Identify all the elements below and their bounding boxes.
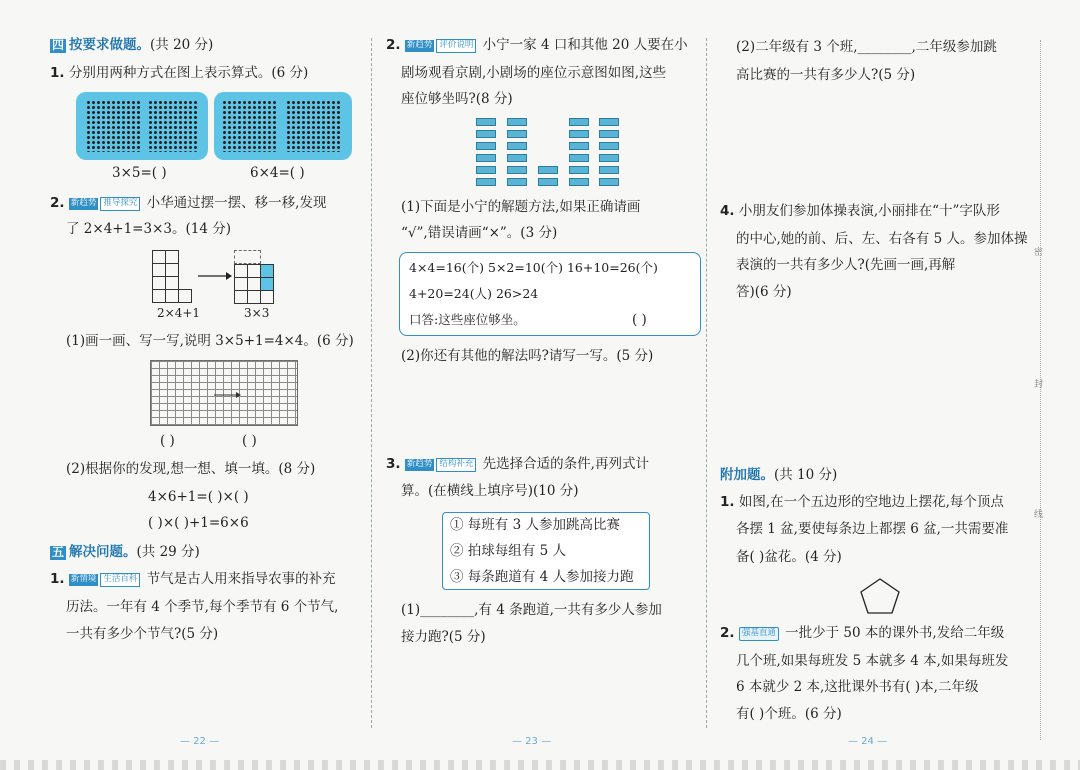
sub-question-1: (1)________,有 4 条跑道,一共有多少人参加: [401, 602, 662, 618]
question-text[interactable]: 备( )盆花。(4 分): [736, 549, 842, 565]
answer-blank[interactable]: ( ): [160, 433, 175, 449]
page-number: — 23 —: [512, 736, 552, 747]
bonus-title: 附加题。: [720, 467, 774, 483]
dot-grid: [148, 100, 198, 152]
question-text[interactable]: 有( )个班。(6 分): [736, 706, 842, 722]
sub-question-2: (2)根据你的发现,想一想、填一填。(8 分): [66, 461, 316, 477]
equation-2: 6×4=( ): [250, 165, 305, 181]
question-text: 如图,在一个五边形的空地边上摆花,每个顶点: [738, 494, 1004, 510]
sub-question-1: 接力跑?(5 分): [401, 629, 486, 645]
tag-badge: 评价说明: [436, 39, 476, 53]
question-text: 一批少于 50 本的课外书,发给二年级: [785, 625, 1005, 641]
question-text: 各摆 1 盆,要使每条边上都摆 6 盆,一共需要准: [736, 521, 1009, 537]
section-5-title: 解决问题。: [69, 544, 137, 560]
sub-question-1: (1)画一画、写一写,说明 3×5+1=4×4。(6 分): [66, 333, 354, 349]
tag-badge: 结构补充: [436, 458, 476, 472]
question-text: 一共有多少个节气?(5 分): [66, 626, 219, 642]
question-number: 3.: [386, 456, 401, 472]
tag-badge: 新趋势: [70, 198, 97, 208]
section-5-header: [50, 545, 200, 561]
question-text: 几个班,如果每班发 5 本就多 4 本,如果每班发: [736, 653, 1009, 669]
question-number: 4.: [720, 203, 735, 219]
tag-badge: 新情境: [70, 574, 97, 584]
option-2: ② 拍球每组有 5 人: [450, 543, 566, 559]
question-text: 节气是古人用来指导农事的补充: [146, 571, 336, 587]
sub-question-2: (2)二年级有 3 个班,________,二年级参加跳: [736, 39, 997, 55]
question-number: 2.: [386, 37, 401, 53]
solution-line: 口答:这些座位够坐。: [409, 312, 526, 327]
question-2: [386, 38, 688, 54]
sub-question-2: 高比赛的一共有多少人?(5 分): [736, 67, 916, 83]
tag-badge: 新趋势: [406, 40, 433, 50]
question-text: 了 2×4+1=3×3。(14 分): [66, 221, 231, 237]
question-number: 2.: [720, 625, 735, 641]
section-4-title: 按要求做题。: [69, 37, 151, 53]
column-divider: [371, 38, 372, 728]
dot-grid: [86, 100, 142, 152]
question-text: 小朋友们参加体操表演,小丽排在“十”字队形: [738, 203, 1000, 219]
dot-array-panel-2: [214, 92, 352, 160]
fill-equation-2[interactable]: ( )×( )+1=6×6: [148, 515, 249, 531]
question-5-1: [50, 572, 336, 588]
seal-char: 封: [1034, 380, 1044, 390]
question-text: 算。(在横线上填序号)(10 分): [401, 483, 579, 499]
question-text: 的中心,她的前、后、左、右各有 5 人。参加体操: [736, 231, 1028, 247]
diagram-caption-2: 3×3: [244, 306, 270, 320]
dot-grid: [222, 100, 278, 152]
question-3: [386, 457, 649, 473]
tag-badge: 推导探究: [100, 197, 140, 211]
seal-char: 线: [1034, 510, 1044, 520]
sub-question-2: (2)你还有其他的解法吗?请写一写。(5 分): [401, 348, 654, 364]
question-text: 答)(6 分): [736, 284, 792, 300]
column-divider: [706, 38, 707, 728]
question-text: 小华通过摆一摆、移一移,发现: [146, 195, 327, 211]
question-1: [50, 66, 308, 82]
seal-char: 密: [1034, 248, 1044, 258]
section-4-number: 四: [52, 38, 65, 52]
dot-array-panel-1: [76, 92, 208, 160]
answer-blank[interactable]: ( ): [632, 312, 647, 328]
question-2: [50, 196, 326, 212]
bonus-question-2: [720, 626, 1004, 642]
section-5-score: (共 29 分): [136, 544, 200, 560]
question-number: 1.: [50, 571, 65, 587]
option-3: ③ 每条跑道有 4 人参加接力跑: [450, 569, 634, 585]
solution-line: 4+20=24(人) 26>24: [409, 286, 539, 301]
diagram-caption-1: 2×4+1: [157, 306, 201, 320]
question-number: 1.: [720, 494, 735, 510]
sub-question-1: “√”,错误请画“×”。(3 分): [401, 225, 558, 241]
question-text: 表演的一共有多少人?(先画一画,再解: [736, 257, 956, 273]
question-number: 1.: [50, 65, 65, 81]
equation-1: 3×5=( ): [112, 165, 167, 181]
solution-line: 4×4=16(个) 5×2=10(个) 16+10=26(个): [409, 260, 658, 275]
answer-blank[interactable]: ( ): [242, 433, 257, 449]
question-text: 剧场观看京剧,小剧场的座位示意图如图,这些: [401, 65, 667, 81]
tag-badge: 生活百科: [100, 573, 140, 587]
section-5-number: 五: [52, 545, 65, 559]
section-4-score: (共 20 分): [150, 37, 214, 53]
page-number: — 24 —: [848, 736, 888, 747]
tag-badge: 强基直通: [739, 627, 779, 641]
question-4: [720, 204, 1000, 220]
tag-badge: 新趋势: [406, 459, 433, 469]
question-text[interactable]: 6 本就少 2 本,这批课外书有( )本,二年级: [736, 679, 979, 695]
question-text: 先选择合适的条件,再列式计: [482, 456, 649, 472]
question-number: 2.: [50, 195, 65, 211]
option-1: ① 每班有 3 人参加跳高比赛: [450, 517, 620, 533]
bonus-score: (共 10 分): [774, 467, 838, 483]
question-text: 小宁一家 4 口和其他 20 人要在小: [482, 37, 688, 53]
pentagon-icon: [858, 577, 902, 615]
page-bottom-bleed: [0, 760, 1080, 770]
right-arrow-icon: [214, 391, 242, 399]
question-text: 座位够坐吗?(8 分): [401, 91, 513, 107]
fill-equation-1[interactable]: 4×6+1=( )×( ): [148, 489, 249, 505]
page-number: — 22 —: [180, 736, 220, 747]
sub-question-1: (1)下面是小宁的解题方法,如果正确请画: [401, 199, 641, 215]
question-text: 历法。一年有 4 个季节,每个季节有 6 个节气,: [66, 599, 339, 615]
section-4-header: [50, 38, 213, 54]
bonus-question-1: [720, 495, 1004, 511]
right-arrow-icon: [198, 270, 232, 282]
dot-grid: [286, 100, 342, 152]
bonus-section-header: [720, 468, 837, 484]
question-text: 分别用两种方式在图上表示算式。(6 分): [68, 65, 309, 81]
